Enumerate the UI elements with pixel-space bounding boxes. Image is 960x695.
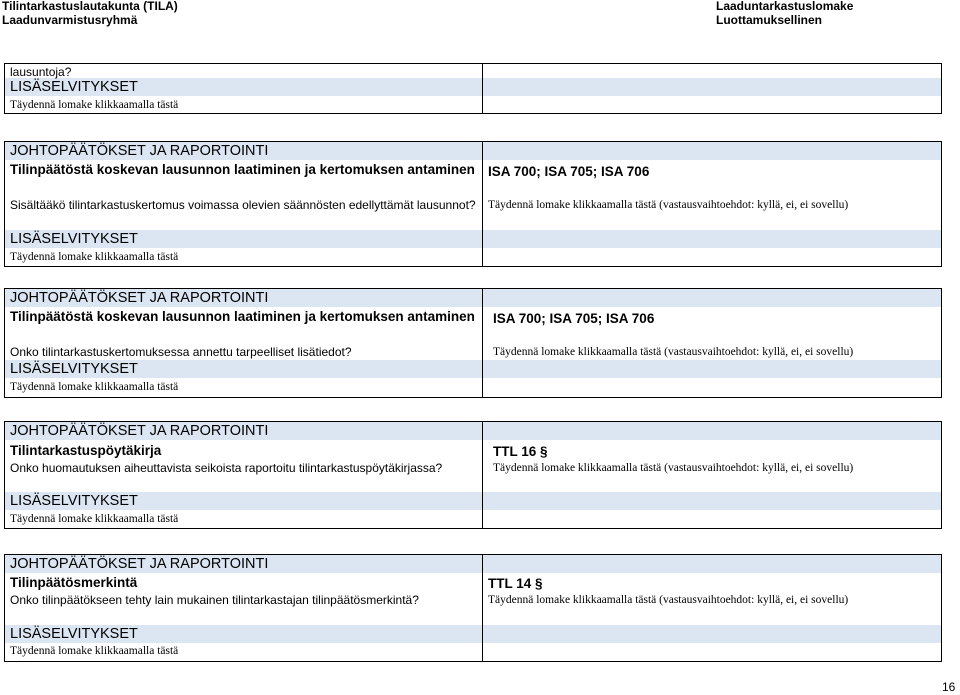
right-cell — [483, 289, 941, 397]
standard-reference: ISA 700; ISA 705; ISA 706 — [493, 311, 655, 326]
section-title: JOHTOPÄÄTÖKSET JA RAPORTOINTI — [10, 423, 269, 439]
form-name: Laaduntarkastuslomake — [716, 0, 854, 13]
question-text: Sisältääkö tilintarkastuskertomus voimassa olevien säännösten edellyttämät lausunnot? — [10, 198, 476, 212]
left-cell — [5, 555, 483, 661]
form-block-2 — [4, 288, 942, 398]
item-heading: Tilinpäätösmerkintä — [10, 575, 138, 590]
item-heading: Tilinpäätöstä koskevan lausunnon laatiminen ja kertomuksen antaminen — [10, 309, 475, 324]
answer-fill-link[interactable]: Täydennä lomake klikkaamalla tästä (vastausvaihtoehdot: kyllä, ei, ei sovellu) — [488, 199, 849, 211]
standard-reference: ISA 700; ISA 705; ISA 706 — [488, 164, 650, 179]
extra-fill-link[interactable]: Täydennä lomake klikkaamalla tästä — [10, 251, 179, 263]
right-cell — [483, 422, 941, 528]
fill-prompt-link[interactable]: Täydennä lomake klikkaamalla tästä — [10, 99, 179, 111]
answer-fill-link[interactable]: Täydennä lomake klikkaamalla tästä (vastausvaihtoehdot: kyllä, ei, ei sovellu) — [488, 594, 849, 606]
answer-fill-link[interactable]: Täydennä lomake klikkaamalla tästä (vastausvaihtoehdot: kyllä, ei, ei sovellu) — [493, 346, 854, 358]
question-text: Onko tilinpäätökseen tehty lain mukainen tilintarkastajan tilinpäätösmerkintä? — [10, 593, 419, 607]
header-left — [2, 0, 178, 28]
question-tail: lausuntoja? — [10, 65, 72, 79]
standard-reference: TTL 14 § — [488, 576, 543, 591]
left-cell — [5, 289, 483, 397]
item-heading: Tilinpäätöstä koskevan lausunnon laatiminen ja kertomuksen antaminen — [10, 162, 475, 177]
extra-title: LISÄSELVITYKSET — [10, 79, 138, 95]
group-name: Laadunvarmistusryhmä — [2, 13, 138, 27]
right-cell — [483, 64, 941, 113]
form-block-1 — [4, 141, 942, 267]
left-cell — [5, 64, 483, 113]
item-heading: Tilintarkastuspöytäkirja — [10, 443, 162, 458]
extra-fill-link[interactable]: Täydennä lomake klikkaamalla tästä — [10, 513, 179, 525]
form-block-4 — [4, 554, 942, 662]
extra-fill-link[interactable]: Täydennä lomake klikkaamalla tästä — [10, 645, 179, 657]
form-block-continuation — [4, 63, 942, 114]
question-text: Onko tilintarkastuskertomuksessa annettu tarpeelliset lisätiedot? — [10, 345, 352, 359]
form-block-3 — [4, 421, 942, 529]
section-title: JOHTOPÄÄTÖKSET JA RAPORTOINTI — [10, 556, 269, 572]
left-cell — [5, 422, 483, 528]
right-cell — [483, 142, 941, 266]
section-title: JOHTOPÄÄTÖKSET JA RAPORTOINTI — [10, 290, 269, 306]
extra-title: LISÄSELVITYKSET — [10, 231, 138, 247]
answer-fill-link[interactable]: Täydennä lomake klikkaamalla tästä (vastausvaihtoehdot: kyllä, ei, ei sovellu) — [493, 462, 854, 474]
org-name: Tilintarkastuslautakunta (TILA) — [2, 0, 178, 13]
standard-reference: TTL 16 § — [493, 444, 548, 459]
header-right — [716, 0, 853, 28]
right-cell — [483, 555, 941, 661]
extra-title: LISÄSELVITYKSET — [10, 493, 138, 509]
question-text: Onko huomautuksen aiheuttavista seikoista raportoitu tilintarkastuspöytäkirjassa? — [10, 461, 443, 475]
confidentiality-label: Luottamuksellinen — [716, 13, 823, 27]
extra-title: LISÄSELVITYKSET — [10, 626, 138, 642]
left-cell — [5, 142, 483, 266]
page-number: 16 — [942, 680, 956, 694]
extra-fill-link[interactable]: Täydennä lomake klikkaamalla tästä — [10, 381, 179, 393]
section-title: JOHTOPÄÄTÖKSET JA RAPORTOINTI — [10, 143, 269, 159]
extra-title: LISÄSELVITYKSET — [10, 361, 138, 377]
